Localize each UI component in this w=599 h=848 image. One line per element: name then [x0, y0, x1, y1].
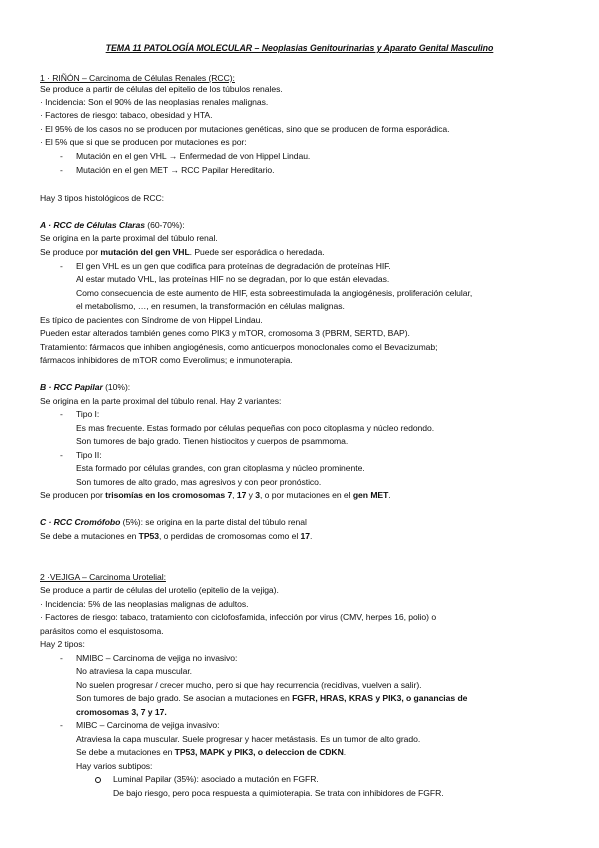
text-line: No atraviesa la capa muscular.: [76, 666, 193, 676]
list-item: Tipo II:: [76, 450, 102, 460]
text-line: Se debe a mutaciones en TP53, o perdidas de cromosomas como el 17.: [40, 531, 313, 541]
list-item: NMIBC – Carcinoma de vejiga no invasivo:: [76, 653, 238, 663]
list-item: Mutación en el gen MET → RCC Papilar Hereditario.: [76, 165, 275, 175]
text-line: Se producen por trisomías en los cromosomas 7, 17 y 3, o por mutaciones en el gen MET.: [40, 490, 391, 500]
text-line: Hay varios subtipos:: [76, 761, 153, 771]
subsection-heading-c: C · RCC Cromófobo (5%): se origina en la parte distal del túbulo renal: [40, 517, 307, 527]
text-line: Se origina en la parte proximal del túbulo renal.: [40, 233, 218, 243]
list-item: Luminal Papilar (35%): asociado a mutación en FGFR.: [113, 774, 319, 784]
text-line: Se origina en la parte proximal del túbulo renal. Hay 2 variantes:: [40, 396, 282, 406]
text-line: · Incidencia: Son el 90% de las neoplasias renales malignas.: [40, 97, 269, 107]
list-dash: -: [60, 653, 63, 663]
text-line: · Incidencia: 5% de las neoplasias malignas de adultos.: [40, 599, 249, 609]
list-dash: -: [60, 409, 63, 419]
text-line: · Factores de riesgo: tabaco, obesidad y HTA.: [40, 110, 213, 120]
list-item: Tipo I:: [76, 409, 100, 419]
text-line: Atraviesa la capa muscular. Suele progresar y hacer metástasis. Es un tumor de alto grado.: [76, 734, 421, 744]
list-dash: -: [60, 450, 63, 460]
text-line: Son tumores de bajo grado. Tienen histiocitos y cuerpos de psammoma.: [76, 436, 349, 446]
list-item: Mutación en el gen VHL → Enfermedad de von Hippel Lindau.: [76, 151, 311, 161]
subsection-heading-b: B · RCC Papilar (10%):: [40, 382, 131, 392]
text-line: De bajo riesgo, pero poca respuesta a quimioterapia. Se trata con inhibidores de FGFR.: [113, 788, 444, 798]
section-heading-vejiga: 2 ·VEJIGA – Carcinoma Urotelial:: [40, 572, 166, 582]
text-line: Se produce a partir de células del epitelio de los túbulos renales.: [40, 84, 283, 94]
text-line: · El 95% de los casos no se producen por mutaciones genéticas, sino que se producen de forma esporádica.: [40, 124, 450, 134]
text-line: Esta formado por células grandes, con gran citoplasma y núcleo prominente.: [76, 463, 365, 473]
text-line: Pueden estar alterados también genes como PIK3 y mTOR, cromosoma 3 (PBRM, SERTD, BAP).: [40, 328, 410, 338]
text-line: parásitos como el esquistosoma.: [40, 626, 164, 636]
text-line: fármacos inhibidores de mTOR como Everolimus; e inmunoterapia.: [40, 355, 293, 365]
text-line: · El 5% que si que se producen por mutaciones es por:: [40, 137, 247, 147]
section-heading-rinon: 1 · RIÑÓN – Carcinoma de Células Renales (RCC):: [40, 73, 235, 83]
text-line: No suelen progresar / crecer mucho, pero si que hay recurrencia (recidivas, vuelven a salir).: [76, 680, 422, 690]
circle-bullet-icon: [95, 777, 101, 783]
list-dash: -: [60, 151, 63, 161]
text-line: Es típico de pacientes con Síndrome de von Hippel Lindau.: [40, 315, 263, 325]
list-dash: -: [60, 165, 63, 175]
text-line: Se debe a mutaciones en TP53, MAPK y PIK3, o deleccion de CDKN.: [76, 747, 347, 757]
text-line: Son tumores de bajo grado. Se asocian a mutaciones en FGFR, HRAS, KRAS y PIK3, o ganancias de: [76, 693, 468, 703]
text-line: Hay 2 tipos:: [40, 639, 85, 649]
list-item: El gen VHL es un gen que codifica para proteínas de degradación de proteínas HIF.: [76, 261, 391, 271]
text-line: Al estar mutado VHL, las proteínas HIF no se degradan, por lo que están elevadas.: [76, 274, 390, 284]
text-line: Hay 3 tipos histológicos de RCC:: [40, 193, 165, 203]
text-line: Se produce a partir de células del urotelio (epitelio de la vejiga).: [40, 585, 279, 595]
text-line: Es mas frecuente. Estas formado por células pequeñas con poco citoplasma y núcleo redondo.: [76, 423, 435, 433]
list-item: MIBC – Carcinoma de vejiga invasivo:: [76, 720, 220, 730]
text-line: Tratamiento: fármacos que inhiben angiogénesis, como anticuerpos monoclonales como el Bevacizumab;: [40, 342, 438, 352]
subsection-heading-a: A · RCC de Células Claras (60-70%):: [40, 220, 185, 230]
document-title: TEMA 11 PATOLOGÍA MOLECULAR – Neoplasias Genitourinarias y Aparato Genital Masculino: [105, 43, 494, 53]
text-line: Se produce por mutación del gen VHL. Puede ser esporádica o heredada.: [40, 247, 325, 257]
text-line: Son tumores de alto grado, mas agresivos y con peor pronóstico.: [76, 477, 322, 487]
text-line: Como consecuencia de este aumento de HIF, esta sobreestimulada la angiogénesis, proliferación celular,: [76, 288, 473, 298]
text-line: el metabolismo, …, en resumen, la transformación en células malignas.: [76, 301, 345, 311]
list-dash: -: [60, 720, 63, 730]
list-dash: -: [60, 261, 63, 271]
text-line: cromosomas 3, 7 y 17.: [76, 707, 167, 717]
text-line: · Factores de riesgo: tabaco, tratamiento con ciclofosfamida, infección por virus (CMV, herpes 16, polio) o: [40, 612, 437, 622]
